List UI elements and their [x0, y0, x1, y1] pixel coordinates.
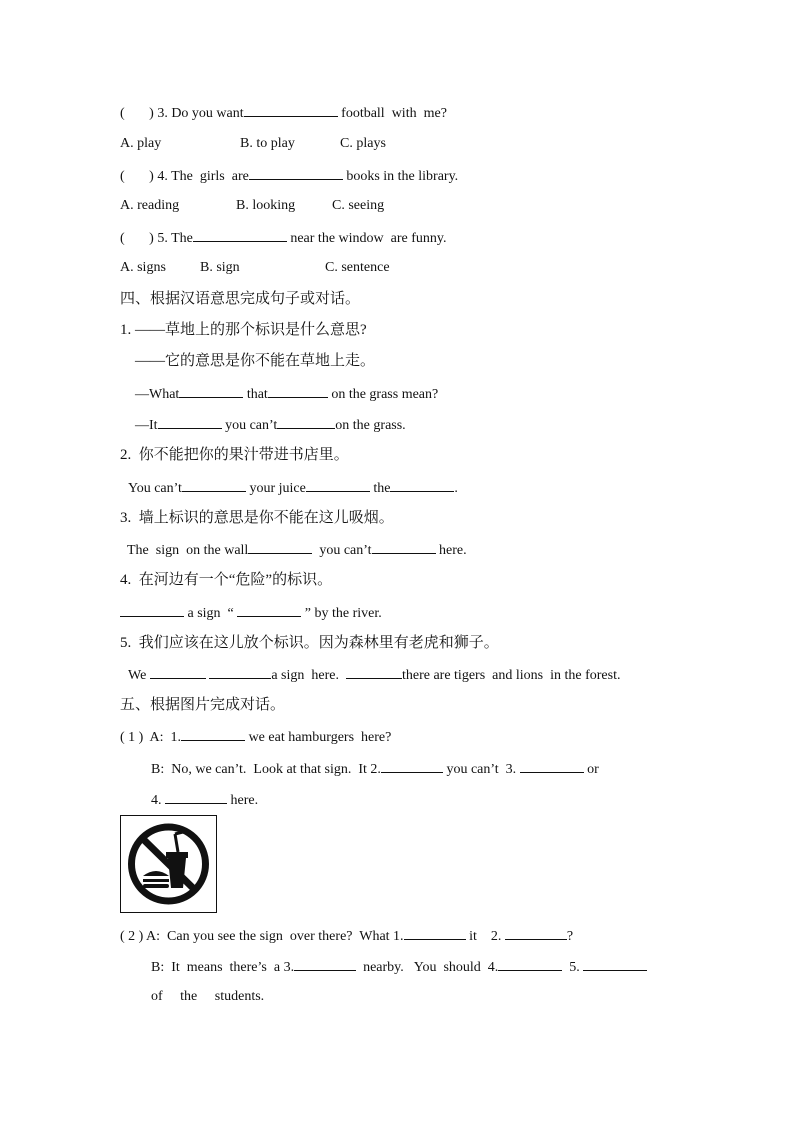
answer-blank[interactable]: [237, 603, 301, 617]
options-4c: C. seeing: [332, 198, 385, 213]
answer-blank[interactable]: [372, 540, 436, 554]
section-4-heading: 四、根据汉语意思完成句子或对话。: [120, 291, 361, 307]
answer-blank[interactable]: [244, 103, 338, 117]
answer-blank[interactable]: [150, 665, 206, 679]
answer-blank[interactable]: [193, 228, 287, 242]
answer-blank[interactable]: [346, 665, 402, 679]
s4-q1-cn-a: 1. ——草地上的那个标识是什么意思?: [120, 322, 367, 338]
options-3: A. play: [120, 136, 162, 151]
answer-blank[interactable]: [181, 727, 245, 741]
answer-blank[interactable]: [268, 384, 328, 398]
s4-q4-en: a sign “ ” by the river.: [120, 603, 382, 623]
answer-blank[interactable]: [248, 540, 312, 554]
s4-q1-cn-b: ——它的意思是你不能在草地上走。: [135, 353, 376, 369]
section-5-heading: 五、根据图片完成对话。: [120, 697, 286, 713]
answer-blank[interactable]: [165, 790, 227, 804]
options-4a: A. reading: [120, 198, 180, 213]
s4-q1-en-b: —It you can’t on the grass.: [135, 415, 406, 435]
answer-blank[interactable]: [249, 166, 343, 180]
answer-blank[interactable]: [404, 926, 466, 940]
s4-q5-cn: 5. 我们应该在这儿放个标识。因为森林里有老虎和狮子。: [120, 635, 499, 651]
s5-d1-c: 4. here.: [151, 790, 258, 810]
answer-blank[interactable]: [294, 957, 356, 971]
answer-blank[interactable]: [390, 478, 454, 492]
s4-q5-en: We a sign here. there are tigers and lions in the forest.: [128, 665, 620, 685]
answer-blank[interactable]: [520, 759, 584, 773]
options-4b: B. looking: [236, 198, 296, 213]
no-food-drink-icon: [121, 816, 216, 912]
answer-blank[interactable]: [179, 384, 243, 398]
answer-blank[interactable]: [306, 478, 370, 492]
options-5a: A. signs: [120, 260, 166, 275]
sign-image: [120, 815, 217, 913]
answer-blank[interactable]: [381, 759, 443, 773]
question-3: ( ) 3. Do you want football with me?: [120, 103, 447, 123]
s4-q2-cn: 2. 你不能把你的果汁带进书店里。: [120, 447, 349, 463]
answer-blank[interactable]: [277, 415, 335, 429]
answer-blank[interactable]: [158, 415, 222, 429]
s4-q1-en-a: —What that on the grass mean?: [135, 384, 438, 404]
answer-blank[interactable]: [120, 603, 184, 617]
answer-blank[interactable]: [583, 957, 647, 971]
question-5: ( ) 5. The near the window are funny.: [120, 228, 447, 248]
s4-q3-en: The sign on the wall you can’t here.: [127, 540, 467, 560]
answer-blank[interactable]: [182, 478, 246, 492]
options-3c: C. plays: [340, 136, 386, 151]
s4-q2-en: You can’t your juice the .: [128, 478, 458, 498]
question-4: ( ) 4. The girls are books in the library.: [120, 166, 458, 186]
options-5b: B. sign: [200, 260, 240, 275]
s5-d1-b: B: No, we can’t. Look at that sign. It 2. you can’t 3. or: [151, 759, 599, 779]
options-3b: B. to play: [240, 136, 295, 151]
s5-d2-a: ( 2 ) A: Can you see the sign over there? What 1. it 2. ?: [120, 926, 573, 946]
answer-blank[interactable]: [209, 665, 271, 679]
options-5c: C. sentence: [325, 260, 390, 275]
s4-q4-cn: 4. 在河边有一个“危险”的标识。: [120, 572, 333, 588]
s5-d2-b: B: It means there’s a 3. nearby. You should 4. 5.: [151, 957, 647, 977]
s4-q3-cn: 3. 墙上标识的意思是你不能在这儿吸烟。: [120, 510, 394, 526]
answer-blank[interactable]: [505, 926, 567, 940]
answer-blank[interactable]: [498, 957, 562, 971]
s5-d2-c: of the students.: [151, 989, 265, 1004]
s5-d1-a: ( 1 ) A: 1. we eat hamburgers here?: [120, 727, 391, 747]
